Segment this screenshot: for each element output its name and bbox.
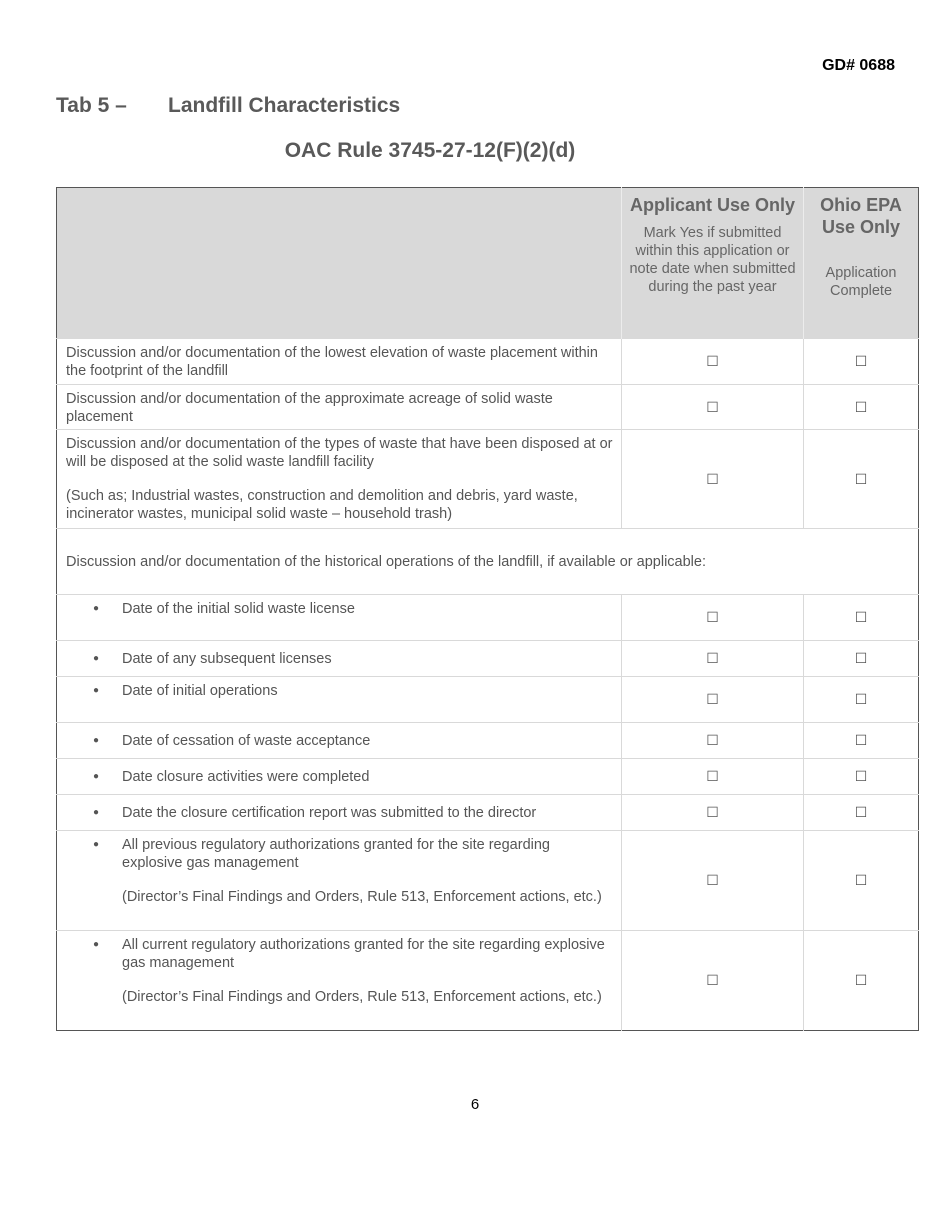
table-row [57,641,919,677]
row-description: ● Date of initial operations [57,677,622,723]
row-description: Discussion and/or documentation of the types of waste that have been disposed at or will be disposed at the solid waste landfill facility (Such as; Industrial wastes, construction and demolition and debris, yard waste, incinerator wastes, municipal solid waste – household trash) [57,430,622,529]
applicant-checkbox[interactable]: ☐ [622,723,804,759]
row-description: ● Date of any subsequent licenses [57,641,622,677]
table-row [57,723,919,759]
row-description: ● Date the closure certification report was submitted to the director [57,795,622,831]
section-heading: Discussion and/or documentation of the historical operations of the landfill, if available or applicable: [57,529,919,595]
applicant-checkbox[interactable]: ☐ [622,931,804,1031]
table-row [57,385,919,430]
epa-checkbox[interactable]: ☐ [804,595,919,641]
applicant-checkbox[interactable]: ☐ [622,339,804,385]
table-row [57,339,919,385]
document-id: GD# 0688 [822,57,895,74]
row-description: ● All current regulatory authorizations granted for the site regarding explosive gas management (Director’s Final Findings and Orders, Rule 513, Enforcement actions, etc.) [57,931,622,1031]
tab-title: Landfill Characteristics [168,94,401,117]
applicant-column-title: Applicant Use Only [629,195,796,215]
row-description: ● Date of the initial solid waste license [57,595,622,641]
header-blank-cell [57,188,622,339]
epa-checkbox[interactable]: ☐ [804,795,919,831]
tab-heading [56,94,400,118]
applicant-checkbox[interactable]: ☐ [622,677,804,723]
page-number: 6 [470,1096,480,1113]
applicant-checkbox[interactable]: ☐ [622,831,804,931]
rule-heading: OAC Rule 3745-27-12(F)(2)(d) [284,139,576,162]
table-row [57,677,919,723]
epa-checkbox[interactable]: ☐ [804,677,919,723]
applicant-column-header [622,188,804,339]
epa-checkbox[interactable]: ☐ [804,339,919,385]
table-header-row [57,188,919,339]
row-description: ● Date of cessation of waste acceptance [57,723,622,759]
epa-checkbox[interactable]: ☐ [804,723,919,759]
row-description: Discussion and/or documentation of the lowest elevation of waste placement within the footprint of the landfill [57,339,622,385]
table-row [57,430,919,529]
row-note: (Director’s Final Findings and Orders, Rule 513, Enforcement actions, etc.) [122,989,602,1005]
row-description: ● Date closure activities were completed [57,759,622,795]
applicant-column-instructions: Mark Yes if submitted within this application or note date when submitted during the past year [629,225,796,295]
bullet-icon: ● [92,653,100,664]
applicant-checkbox[interactable]: ☐ [622,759,804,795]
table-row [57,831,919,931]
table-row [57,795,919,831]
bullet-icon: ● [92,807,100,818]
bullet-icon: ● [92,939,100,950]
applicant-checkbox[interactable]: ☐ [622,641,804,677]
epa-column-title: Ohio EPA Use Only [820,195,902,237]
epa-checkbox[interactable]: ☐ [804,931,919,1031]
tab-number: Tab 5 – [56,94,127,117]
epa-column-header [804,188,919,339]
epa-checkbox[interactable]: ☐ [804,385,919,430]
applicant-checkbox[interactable]: ☐ [622,595,804,641]
epa-checkbox[interactable]: ☐ [804,641,919,677]
row-note: (Such as; Industrial wastes, construction and demolition and debris, yard waste, incinerator wastes, municipal solid waste – household trash) [66,488,578,522]
applicant-checkbox[interactable]: ☐ [622,430,804,529]
row-description: Discussion and/or documentation of the approximate acreage of solid waste placement [57,385,622,430]
epa-column-subtitle: Application Complete [825,265,897,299]
row-note: (Director’s Final Findings and Orders, Rule 513, Enforcement actions, etc.) [122,889,602,905]
bullet-icon: ● [92,735,100,746]
table-row [57,595,919,641]
row-description: ● All previous regulatory authorizations granted for the site regarding explosive gas management (Director’s Final Findings and Orders, Rule 513, Enforcement actions, etc.) [57,831,622,931]
epa-checkbox[interactable]: ☐ [804,759,919,795]
applicant-checkbox[interactable]: ☐ [622,795,804,831]
table-row [57,759,919,795]
table-row [57,931,919,1031]
epa-checkbox[interactable]: ☐ [804,831,919,931]
bullet-icon: ● [92,685,100,696]
checklist-table [56,187,919,1031]
applicant-checkbox[interactable]: ☐ [622,385,804,430]
bullet-icon: ● [92,603,100,614]
bullet-icon: ● [92,771,100,782]
epa-checkbox[interactable]: ☐ [804,430,919,529]
section-row [57,529,919,595]
bullet-icon: ● [92,839,100,850]
